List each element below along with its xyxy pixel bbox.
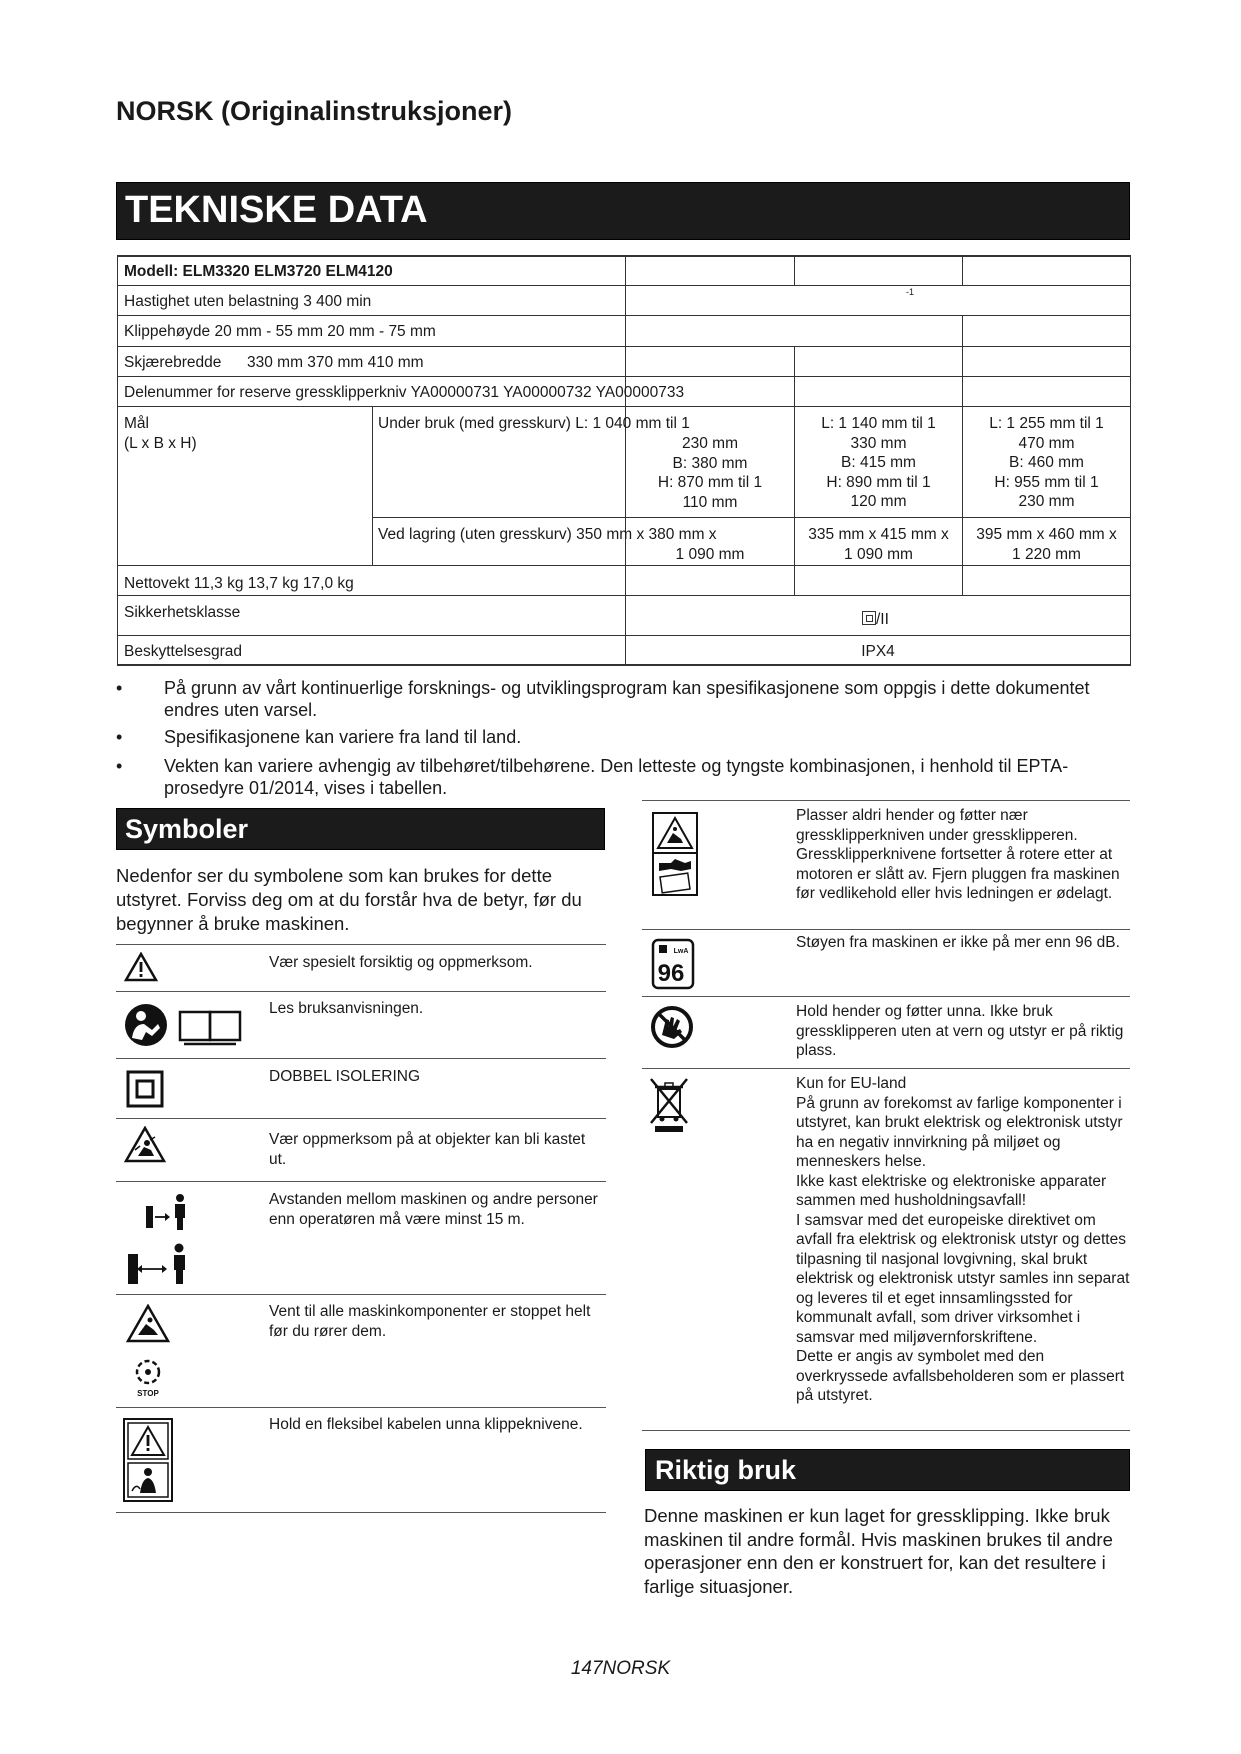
in-use-label: Under bruk (med gresskurv) L: 1 040 mm til 1: [378, 415, 690, 432]
storage-col1: 1 090 mm: [675, 546, 745, 563]
blade-hazard-icon: [651, 811, 699, 897]
weight-row: Nettovekt 11,3 kg 13,7 kg 17,0 kg: [124, 575, 354, 592]
intended-use-text: Denne maskinen er kun laget for gressklipping. Ikke bruk maskinen til andre formål. Hvis maskinen brukes til andre operasjoner enn den er konstruert for, kan det resultere i farlige situasjoner.: [644, 1505, 1113, 1597]
protection-label: Beskyttelsesgrad: [124, 643, 243, 660]
cut-height-row: Klippehøyde 20 mm - 55 mm 20 mm - 75 mm: [124, 323, 436, 340]
note-3: • Vekten kan variere avhengig av tilbehøret/tilbehørene. Den letteste og tyngste kombinasjonen, i henhold til EPTA-prosedyre 01/2014, vises i tabellen.: [116, 756, 1069, 798]
symbol-text-cable: Hold en fleksibel kabelen unna klippeknivene.: [269, 1416, 583, 1433]
symbol-text-warning: Vær spesielt forsiktig og oppmerksom.: [269, 954, 533, 971]
symbols-intro: Nedenfor ser du symbolene som kan brukes for dette utstyret. Forviss deg om at du forstår hva de betyr, før du begynner å bruke maskinen.: [116, 865, 582, 934]
model-label: Modell: ELM3320 ELM3720 ELM4120: [124, 263, 393, 280]
part-number-row: Delenummer for reserve gressklipperkniv YA00000731 YA00000732 YA00000733: [124, 384, 685, 401]
thrown-objects-icon: [124, 1126, 166, 1164]
page-number: 147NORSK: [570, 1658, 671, 1679]
symbol-text-manual: Les bruksanvisningen.: [269, 1000, 424, 1017]
storage-label: Ved lagring (uten gresskurv) 350 mm x 380 mm x: [378, 526, 717, 543]
note-2: • Spesifikasjonene kan variere fra land til land.: [116, 727, 522, 747]
safety-class-value: /II: [862, 610, 889, 630]
speed-row: Hastighet uten belastning 3 400 min: [124, 293, 372, 310]
symbol-text-thrown: Vær oppmerksom på at objekter kan bli kastet ut.: [269, 1131, 586, 1168]
cable-away-icon: [122, 1417, 174, 1503]
symbol-text-noise: Støyen fra maskinen er ikke på mer enn 96 dB.: [796, 934, 1120, 951]
speed-superscript: -1: [906, 287, 915, 297]
in-use-col1: 230 mm B: 380 mm H: 870 mm til 1 110 mm: [657, 435, 763, 511]
symbol-text-weee: Kun for EU-land På grunn av forekomst av farlige komponenter i utstyret, kan brukt elektrisk og elektronisk utstyr ha en negativ innvirkning på miljøet og menneskers helse. Ikke kast elektriske og elektroniske apparater sammen med husholdningsavfall! I samsvar med det europeiske direktivet om avfall fra elektrisk og elektronisk utstyr og dettes tilpasning til nasjonal lovgivning, skal brukt elektrisk og elektronisk utstyr samles inn separat og leveres til et eget innsamlingssted for kommunalt avfall, som driver virksomhet i samsvar med miljøvernforskriftene. Dette er angis av symbolet med den overkryssede avfallsbeholderen som er plassert på utstyret.: [796, 1075, 1130, 1404]
page-title: NORSK (Originalinstruksjoner): [116, 96, 513, 126]
tech-data-banner: TEKNISKE DATA: [116, 182, 1130, 240]
symbol-text-hands: Hold hender og føtter unna. Ikke bruk gressklipperen uten at vern og utstyr er på riktig plass.: [796, 1003, 1124, 1059]
symbol-text-insulation: DOBBEL ISOLERING: [269, 1068, 421, 1085]
cut-width-label: Skjærebredde: [124, 354, 222, 371]
cut-width-values: 330 mm 370 mm 410 mm: [247, 354, 424, 371]
note-1: • På grunn av vårt kontinuerlige forsknings- og utviklingsprogram kan spesifikasjonene som oppgis i dette dokumentet endres uten varsel.: [116, 678, 1090, 720]
warning-triangle-icon: [124, 952, 158, 982]
svg-text:96: 96: [657, 960, 685, 987]
wait-stop-icon: [124, 1304, 172, 1402]
storage-col3: 395 mm x 460 mm x 1 220 mm: [976, 526, 1117, 563]
dims-label-unit: (L x B x H): [124, 435, 197, 452]
symbols-banner: Symboler: [116, 808, 605, 850]
double-insulation-icon: [126, 1070, 164, 1108]
weee-bin-icon: [647, 1075, 691, 1133]
symbol-text-blade: Plasser aldri hender og føtter nær gressklipperkniven under gressklipperen. Gressklipperknivene fortsetter å rotere etter at motoren er slått av. Fjern pluggen fra maskinen før vedlikehold eller hvis ledningen er ødelagt.: [796, 807, 1120, 902]
in-use-col3: L: 1 255 mm til 1 470 mm B: 460 mm H: 955 mm til 1 230 mm: [989, 415, 1104, 510]
safety-class-label: Sikkerhetsklasse: [124, 604, 241, 621]
intended-use-banner: Riktig bruk: [645, 1449, 1130, 1491]
noise-level-icon: [651, 938, 695, 990]
safe-distance-icon: [124, 1190, 194, 1288]
symbol-text-distance: Avstanden mellom maskinen og andre personer enn operatøren må være minst 15 m.: [269, 1191, 598, 1228]
storage-col2: 335 mm x 415 mm x 1 090 mm: [808, 526, 949, 563]
svg-text:STOP: STOP: [137, 1389, 159, 1398]
hands-away-icon: [650, 1005, 694, 1049]
svg-text:LwA: LwA: [673, 948, 689, 955]
symbol-text-wait: Vent til alle maskinkomponenter er stoppet helt før du rører dem.: [269, 1303, 591, 1340]
protection-value: IPX4: [861, 643, 895, 660]
in-use-col2: L: 1 140 mm til 1 330 mm B: 415 mm H: 890 mm til 1 120 mm: [821, 415, 936, 510]
read-manual-icon: [122, 1002, 254, 1048]
dims-label: Mål: [124, 415, 149, 432]
double-insulation-icon: [862, 611, 876, 625]
